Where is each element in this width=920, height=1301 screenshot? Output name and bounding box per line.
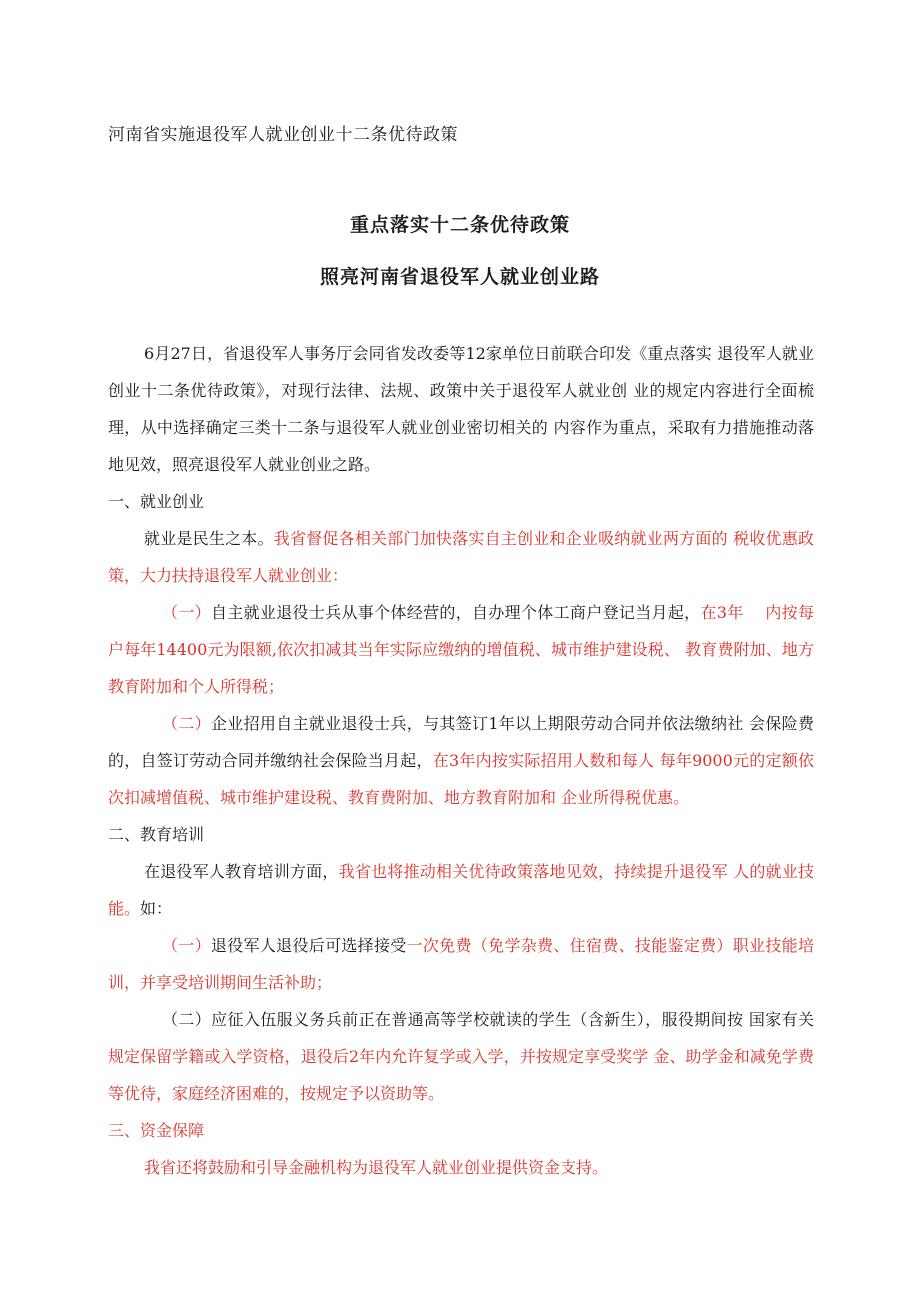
section-3-lead: 我省还将鼓励和引导金融机构为退役军人就业创业提供资金支持。 bbox=[144, 1158, 609, 1177]
main-heading-line-2: 照亮河南省退役军人就业创业路 bbox=[319, 266, 600, 288]
section-2-lead-tail: 如： bbox=[140, 899, 173, 918]
section-1-item-1-text: 自主就业退役士兵从事个体经营的，自办理个体工商户登记当月起， bbox=[210, 603, 701, 622]
section-3-title: 三、资金保障 bbox=[108, 1121, 205, 1140]
section-1-item-2-marker: （二） bbox=[162, 714, 211, 733]
section-2-item-2-marker: （二） bbox=[162, 1010, 212, 1029]
section-1-item-2-text: 企业招用自主就业退役士兵，与其签订1年以上期限劳动合同并依法缴纳社 会保险费的，自签订劳动合同并缴纳社会保险当月起， bbox=[108, 714, 814, 770]
section-2-lead-text: 在退役军人教育培训方面， bbox=[144, 862, 339, 881]
section-1-item-1 bbox=[108, 594, 814, 705]
section-1-item-1-highlight: 在3年 内按每户每年14400元为限额,依次扣减其当年实际应缴纳的增值税、城市维护建设税、 教育费附加、地方教育附加和个人所得税； bbox=[108, 603, 814, 696]
section-2-lead bbox=[108, 853, 814, 927]
section-2-lead-highlight: 我省也将推动相关优待政策落地见效，持续提升退役军 人的就业技能。 bbox=[108, 862, 814, 918]
section-2-item-1 bbox=[108, 927, 814, 1001]
section-2-item-1-highlight: 一次免费（免学杂费、住宿费、技能鉴定费）职业技能培训，并享受培训期间生活补助； bbox=[108, 936, 814, 992]
document-body bbox=[108, 335, 814, 1186]
section-1-lead-text: 就业是民生之本。 bbox=[144, 529, 274, 548]
section-2-item-2 bbox=[108, 1001, 814, 1112]
section-1-title: 一、就业创业 bbox=[108, 492, 205, 511]
section-1-lead-highlight: 我省督促各相关部门加快落实自主创业和企业吸纳就业两方面的 税收优惠政策，大力扶持退役军人就业创业： bbox=[108, 529, 814, 585]
section-1-lead bbox=[108, 520, 814, 594]
section-2-item-2-text: 应征入伍服义务兵前正在普通高等学校就读的学生（含新生），服役期间按 国家有关 bbox=[211, 1010, 814, 1029]
section-1-item-1-marker: （一） bbox=[162, 603, 211, 622]
section-1-item-2-highlight: 在3年内按实际招用人数和每人 每年9000元的定额依次扣减增值税、城市维护建设税、教育费附加、地方教育附加和 企业所得税优惠。 bbox=[108, 751, 814, 807]
intro-paragraph: 6月27日，省退役军人事务厅会同省发改委等12家单位日前联合印发《重点落实 退役军人就业创业十二条优待政策》，对现行法律、法规、政策中关于退役军人就业创 业的规定内容进行全面梳理，从中选择确定三类十二条与退役军人就业创业密切相关的 内容作为重点，采取有力措施推动落地见效，照亮退役军人就业创业之路。 bbox=[108, 344, 814, 474]
section-2-item-2-highlight: 规定保留学籍或入学资格，退役后2年内允许复学或入学，并按规定享受奖学 金、助学金和减免学费等优待，家庭经济困难的，按规定予以资助等。 bbox=[108, 1047, 814, 1103]
section-2-item-1-marker: （一） bbox=[162, 936, 211, 955]
document-title: 河南省实施退役军人就业创业十二条优待政策 bbox=[108, 125, 458, 145]
section-1-item-2 bbox=[108, 705, 814, 816]
section-2-title: 二、教育培训 bbox=[108, 825, 205, 844]
section-2-item-1-text: 退役军人退役后可选择接受 bbox=[210, 936, 407, 955]
main-heading-line-1: 重点落实十二条优待政策 bbox=[349, 214, 570, 236]
